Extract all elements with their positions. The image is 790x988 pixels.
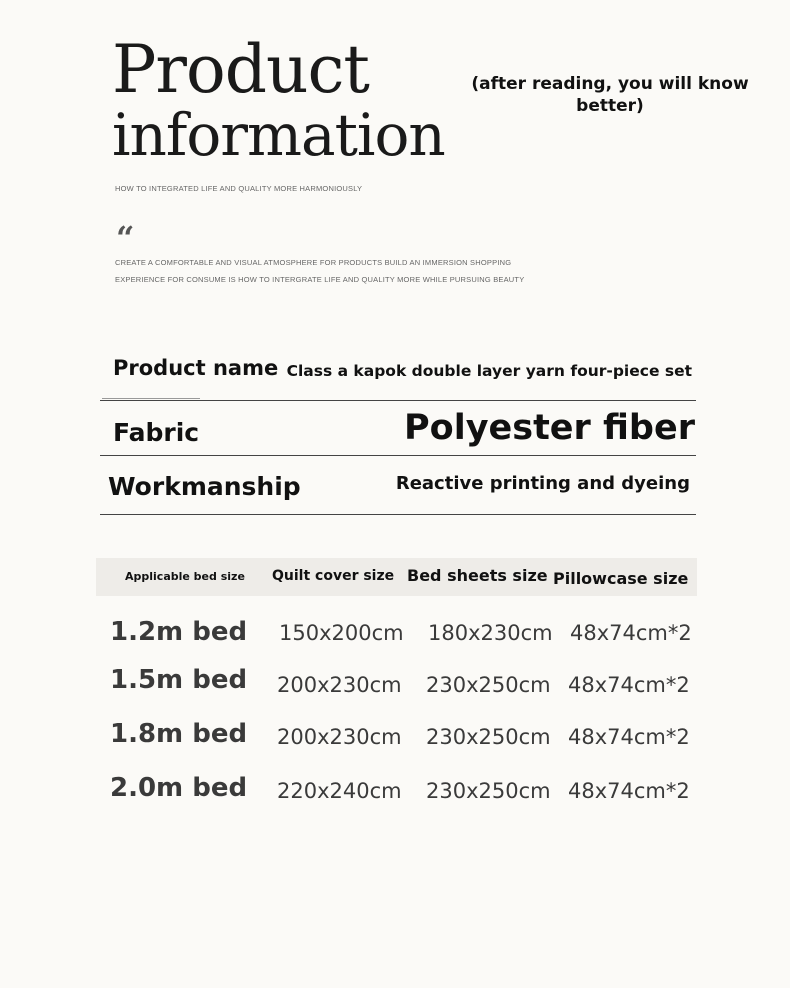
- divider: [100, 400, 696, 401]
- header-quilt-cover: Quilt cover size: [272, 568, 395, 584]
- table-cell-sheet: 230x250cm: [426, 779, 551, 803]
- workmanship-value: Reactive printing and dyeing: [395, 473, 690, 494]
- divider: [100, 455, 696, 456]
- product-name-value: Class a kapok double layer yarn four-piece set: [286, 362, 692, 380]
- tagline: HOW TO INTEGRATED LIFE AND QUALITY MORE HARMONIOUSLY: [115, 184, 363, 193]
- table-cell-pillow: 48x74cm*2: [568, 779, 690, 803]
- workmanship-label: Workmanship: [108, 472, 301, 501]
- table-cell-sheet: 180x230cm: [428, 621, 553, 645]
- quote-text: CREATE A COMFORTABLE AND VISUAL ATMOSPHERE FOR PRODUCTS BUILD AN IMMERSION SHOPPING EXPERIENCE FOR CONSUME IS HOW TO INTERGRATE LIFE AND QUALITY MORE WHILE PURSUING BEAUTY: [115, 258, 525, 284]
- table-row-bed: 2.0m bed: [110, 773, 248, 803]
- table-cell-sheet: 230x250cm: [426, 725, 551, 749]
- table-cell-pillow: 48x74cm*2: [568, 673, 690, 697]
- product-name-label: Product name: [113, 356, 279, 380]
- table-cell-pillow: 48x74cm*2: [568, 725, 690, 749]
- header-pillowcase: Pillowcase size: [553, 569, 689, 588]
- quote-icon: “: [116, 219, 135, 257]
- header-bed-sheets: Bed sheets size: [407, 566, 548, 585]
- table-cell-quilt: 150x200cm: [279, 621, 404, 645]
- table-cell-quilt: 200x230cm: [277, 725, 402, 749]
- table-row-bed: 1.5m bed: [110, 665, 248, 695]
- divider-accent: [102, 398, 200, 399]
- table-cell-pillow: 48x74cm*2: [570, 621, 692, 645]
- table-row-bed: 1.8m bed: [110, 719, 248, 749]
- header-bed-size: Applicable bed size: [125, 570, 245, 583]
- table-cell-quilt: 220x240cm: [277, 779, 402, 803]
- divider: [100, 514, 696, 515]
- page-title-line2: information: [112, 101, 445, 169]
- table-row-bed: 1.2m bed: [110, 617, 248, 647]
- page-title-line1: Product: [112, 31, 369, 108]
- table-cell-quilt: 200x230cm: [277, 673, 402, 697]
- fabric-label: Fabric: [113, 418, 200, 447]
- table-cell-sheet: 230x250cm: [426, 673, 551, 697]
- reading-note: (after reading, you will know better): [471, 74, 749, 116]
- fabric-value: Polyester fiber: [404, 408, 695, 448]
